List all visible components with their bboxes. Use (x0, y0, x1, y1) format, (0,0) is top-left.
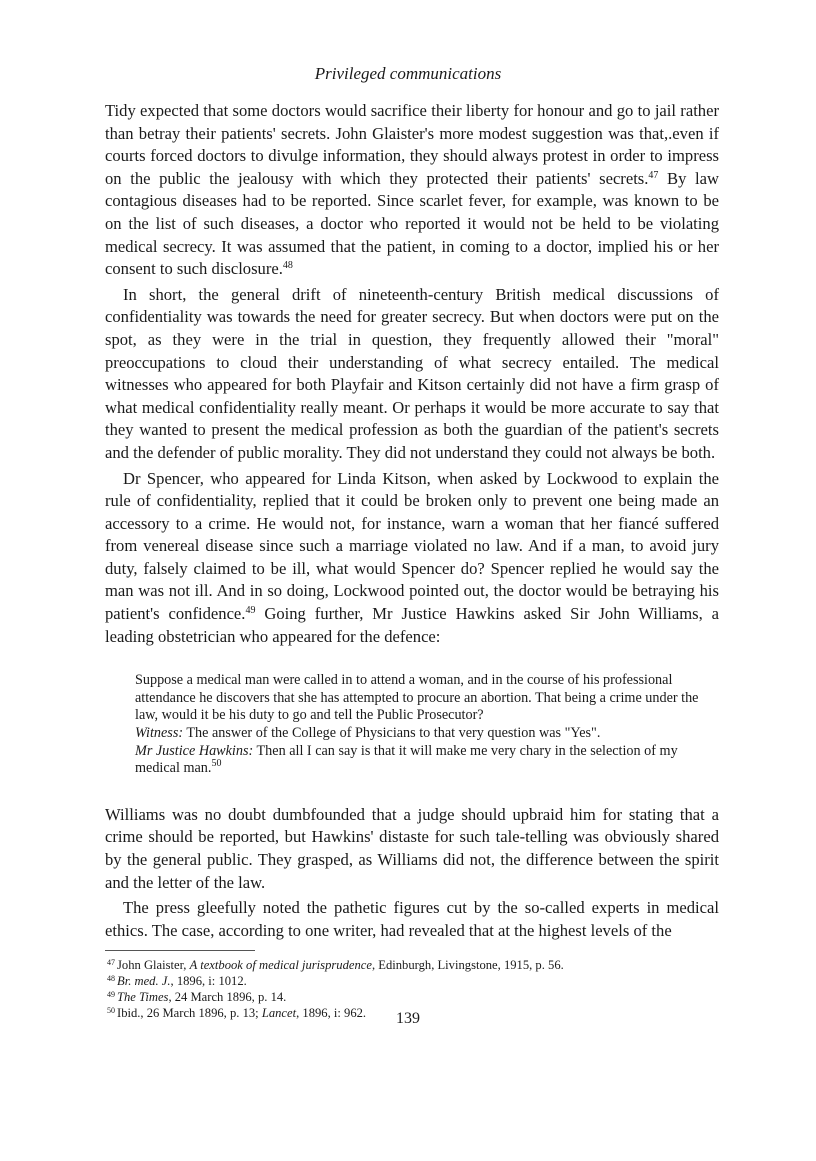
quote-text-run: Then all I can say is that it will make me very chary in the selection of my medical man. (135, 742, 678, 777)
quote-line (135, 725, 717, 743)
footnote-number: 50 (107, 1006, 115, 1015)
footnote-number: 47 (107, 958, 115, 967)
quote-line (135, 672, 717, 725)
paragraph-text-run: Williams was no doubt dumbfounded that a judge should upbraid him for stating that a crime should be reported, but Hawkins' distaste for such tale-telling was obviously shared by the general public. They grasped, as Williams did not, the difference between the spirit and the letter of the law. (105, 804, 719, 892)
paragraph-text-run: Going further, Mr Justice Hawkins asked Sir John Williams, a leading obstetrician who appeared for the defence: (105, 604, 719, 646)
quote-italic-run: Mr Justice Hawkins: (135, 742, 254, 759)
footnote-reference: 49 (245, 605, 256, 617)
footnote (107, 973, 719, 989)
block-quote (135, 672, 717, 778)
paragraphs-before-quote (105, 100, 719, 648)
quote-line (135, 743, 717, 778)
paragraph (105, 897, 719, 942)
footnote-italic-run: A textbook of medical jurisprudence (189, 958, 372, 972)
footnote-text-run: , Edinburgh, Livingstone, 1915, p. 56. (371, 958, 564, 972)
footnote-reference: 50 (211, 758, 222, 770)
footnote-text-run: John Glaister, (117, 958, 190, 972)
paragraph (105, 284, 719, 465)
paragraph-text-run: The press gleefully noted the pathetic figures cut by the so-called experts in medical ethics. The case, according to one writer, had revealed that at the highest levels of the (105, 898, 719, 940)
footnote-reference: 48 (282, 260, 293, 272)
paragraph-text-run: By law contagious diseases had to be reported. Since scarlet fever, for example, was known to be on the list of such diseases, a doctor who reported it would not be held to be violating medical secrecy. It was assumed that the patient, in coming to a doctor, implied his or her consent to such disclosure. (105, 168, 719, 279)
running-head: Privileged communications (314, 64, 502, 83)
footnote (107, 957, 719, 973)
footnote-italic-run: The Times (117, 990, 169, 1004)
quote-text-run: Suppose a medical man were called in to attend a woman, and in the course of his professional attendance he discovers that she has attempted to procure an abortion. That being a crime under the law, would it be his duty to go and tell the Public Prosecutor? (135, 672, 699, 724)
footnote-text-run: , 24 March 1896, p. 14. (168, 990, 287, 1004)
footnote-number: 49 (107, 990, 115, 999)
footnote-number: 48 (107, 974, 115, 983)
footnote-text-run: , 1896, i: 1012. (170, 974, 247, 988)
footnote-italic-run: Lancet (261, 1006, 297, 1020)
paragraph-text-run: Dr Spencer, who appeared for Linda Kitson, when asked by Lockwood to explain the rule of confidentiality, replied that it could be broken only to prevent one being made an accessory to a crime. He would not, for instance, warn a woman that her fiancé suffered from venereal disease since such a marriage violated no law. And if a man, to avoid jury duty, falsely claimed to be ill, what would Spencer do? Spencer replied he would say the man was not ill. And in so doing, Lockwood pointed out, the doctor would be betraying his patient's confidence. (105, 468, 719, 624)
paragraph-text-run: Tidy expected that some doctors would sacrifice their liberty for honour and go to jail rather than betray their patients' secrets. John Glaister's more modest suggestion was that,.even if courts forced doctors to divulge information, they should always protest in order to impress on the public the jealousy with which they protected their patients' secrets. (105, 101, 719, 188)
paragraph (105, 804, 719, 894)
paragraph (105, 468, 719, 649)
footnote-italic-run: Br. med. J. (117, 974, 171, 988)
body-text (105, 100, 719, 945)
footnote-reference: 47 (648, 169, 659, 181)
footnote (107, 989, 719, 1005)
paragraph-text-run: In short, the general drift of nineteenth-century British medical discussions of confidentiality was towards the need for greater secrecy. But when doctors were put on the spot, as they were in the trial in question, they frequently allowed their "moral" preoccupations to cloud their understanding of what secrecy entailed. The medical witnesses who appeared for both Playfair and Kitson certainly did not have a firm grasp of what medical confidentiality really meant. Or perhaps it would be more accurate to say that they wanted to present the medical profession as both the guardian of the patient's secrets and the defender of public morality. They did not understand they could not always be both. (105, 284, 719, 462)
footnote-text-run: Ibid., 26 March 1896, p. 13; (117, 1006, 262, 1020)
paragraphs-after-quote (105, 804, 719, 943)
page-number: 139 (396, 1010, 420, 1027)
footnote-text-run: , 1896, i: 962. (296, 1006, 367, 1020)
quote-text-run: The answer of the College of Physicians to that very question was "Yes". (183, 725, 601, 742)
paragraph (105, 100, 719, 281)
footnote-rule (105, 950, 255, 951)
quote-italic-run: Witness: (135, 725, 184, 742)
